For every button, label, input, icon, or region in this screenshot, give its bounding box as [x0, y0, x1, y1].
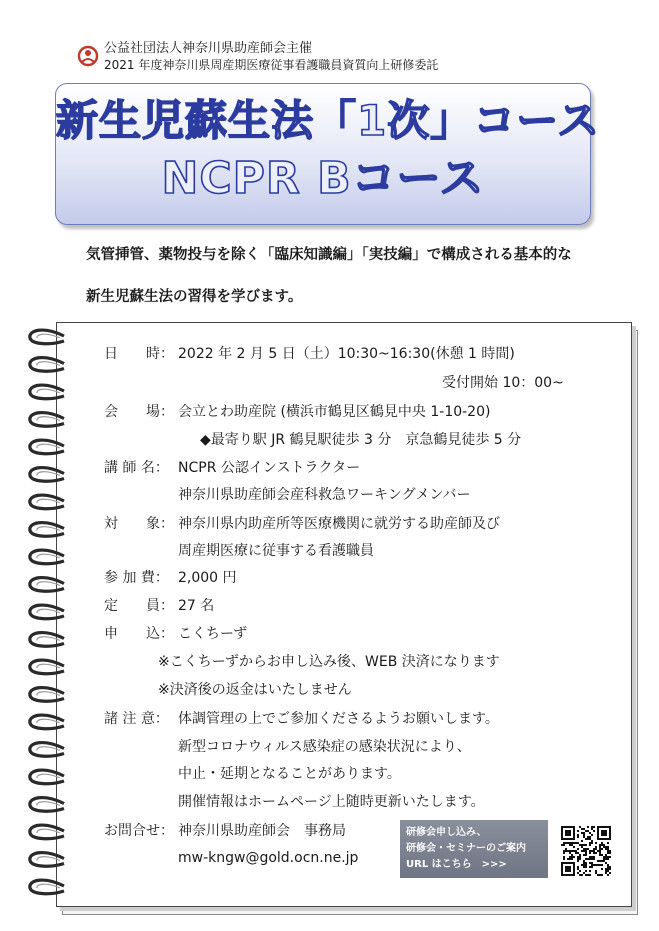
- commission-line: 2021 年度神奈川県周産期医療従事看護職員資質向上研修委託: [104, 58, 439, 72]
- binding-ring: [30, 523, 64, 537]
- notes-line-4: 開催情報はホームページ上随時更新いたします。: [178, 794, 485, 810]
- target-label: 対 象：: [104, 516, 174, 532]
- binding-ring: [30, 550, 64, 564]
- binding-ring: [30, 468, 64, 482]
- course-title: 新生児蘇生法「1次」コース: [56, 96, 601, 145]
- fee-value: 2,000 円: [178, 570, 237, 586]
- intro-line-2: 新生児蘇生法の習得を学びます。: [86, 289, 303, 305]
- binding-ring: [30, 440, 64, 454]
- binding-ring: [30, 825, 64, 839]
- title-box: [55, 83, 601, 225]
- notes-row: [104, 710, 499, 728]
- notes-line-2: 新型コロナウィルス感染症の感染状況により、: [178, 739, 471, 755]
- venue-row: [104, 403, 490, 421]
- notes-value: 体調管理の上でご参加くださるようお願いします。: [178, 711, 499, 727]
- capacity-label: 定 員：: [104, 598, 174, 614]
- datetime-value: 2022 年 2 月 5 日（土）10:30~16:30(休憩 1 時間): [178, 346, 515, 362]
- binding-ring: [30, 633, 64, 647]
- notes-line-3: 中止・延期となることがあります。: [178, 766, 401, 782]
- capacity-value: 27 名: [178, 598, 215, 614]
- contact-row: [104, 822, 346, 840]
- binding-ring: [30, 660, 64, 674]
- course-subtitle: NCPR Bコース: [161, 153, 485, 204]
- qr-code-icon[interactable]: [561, 826, 611, 876]
- reception-time: 受付開始 10：00~: [442, 375, 564, 391]
- fee-label: 参 加 費：: [104, 570, 169, 586]
- datetime-row: [104, 345, 515, 363]
- apply-row: [104, 625, 247, 643]
- apply-note-refund: ※決済後の返金はいたしません: [158, 682, 352, 698]
- association-logo-icon: [76, 44, 100, 68]
- spiral-binding-icon: [24, 322, 84, 912]
- apply-note-payment: ※こくちーずからお申し込み後、WEB 決済になります: [158, 654, 500, 670]
- binding-ring: [30, 880, 64, 894]
- intro-line-1: 気管挿管、薬物投与を除く「臨床知識編」「実技編」で構成される基本的な: [86, 247, 572, 263]
- target-value: 神奈川県内助産所等医療機関に就労する助産師及び: [178, 516, 500, 532]
- organizer-name: 公益社団法人神奈川県助産師会主催: [104, 41, 313, 56]
- fee-row: [104, 569, 237, 587]
- apply-value: こくちーず: [178, 626, 248, 642]
- binding-ring: [30, 798, 64, 812]
- binding-ring: [30, 385, 64, 399]
- contact-value: 神奈川県助産師会 事務局: [178, 823, 346, 839]
- binding-ring: [30, 743, 64, 757]
- binding-ring: [30, 578, 64, 592]
- binding-ring: [30, 688, 64, 702]
- binding-ring: [30, 495, 64, 509]
- banner-line-1: 研修会申し込み、: [406, 827, 487, 838]
- binding-ring: [30, 413, 64, 427]
- instructor-sub: 神奈川県助産師会産科救急ワーキングメンバー: [178, 487, 471, 503]
- venue-label: 会 場：: [104, 404, 174, 420]
- binding-ring: [30, 330, 64, 344]
- binding-ring: [30, 605, 64, 619]
- banner-line-3: URL はこちら >>>: [406, 859, 507, 870]
- banner-line-2: 研修会・セミナーのご案内: [406, 843, 526, 854]
- instructor-value: NCPR 公認インストラクター: [178, 460, 361, 476]
- contact-email[interactable]: mw-kngw@gold.ocn.ne.jp: [178, 850, 359, 866]
- capacity-row: [104, 597, 214, 615]
- contact-label: お問合せ：: [104, 823, 174, 839]
- target-row: [104, 515, 500, 533]
- instructor-label: 講 師 名：: [104, 460, 169, 476]
- instructor-row: [104, 459, 360, 477]
- organizer-header: [104, 40, 438, 73]
- apply-label: 申 込：: [104, 626, 174, 642]
- venue-value: 会立とわ助産院 (横浜市鶴見区鶴見中央 1-10-20): [178, 404, 491, 420]
- target-sub: 周産期医療に従事する看護職員: [178, 543, 374, 559]
- binding-ring: [30, 715, 64, 729]
- datetime-label: 日 時：: [104, 346, 174, 362]
- binding-ring: [30, 853, 64, 867]
- notes-label: 諸 注 意：: [104, 711, 169, 727]
- registration-link-banner[interactable]: [400, 820, 548, 878]
- binding-ring: [30, 358, 64, 372]
- binding-ring: [30, 770, 64, 784]
- nearest-station: ◆最寄り駅 JR 鶴見駅徒歩 3 分 京急鶴見徒歩 5 分: [200, 432, 522, 448]
